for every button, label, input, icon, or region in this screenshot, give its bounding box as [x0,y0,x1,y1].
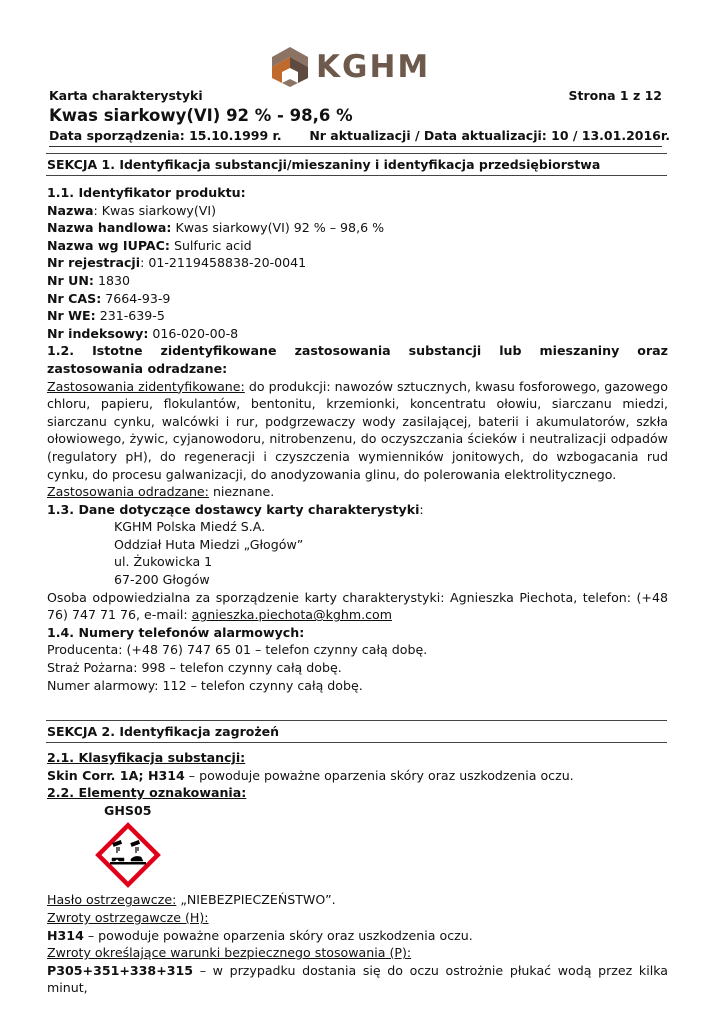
s12-title: 1.2. Istotne zidentyfikowane zastosowania substancji lub mieszaniny oraz zastosowania odradzane: [47,343,668,376]
phone-line: Numer alarmowy: 112 – telefon czynny całą dobę. [47,677,363,693]
identifier-value: Kwas siarkowy(VI) [101,202,217,218]
signal-word-line [47,891,668,909]
identifier-value: Sulfuric acid [173,237,252,253]
supplier-line: Oddział Huta Miedzi „Głogów” [114,536,304,552]
section1-content [47,184,668,694]
classification-text: – powoduje poważne oparzenia skóry oraz uszkodzenia oczu. [184,767,574,783]
supplier-line: ul. Żukowicka 1 [114,554,213,570]
ghs-code: GHS05 [104,802,152,818]
update-info: Nr aktualizacji / Data aktualizacji: 10 / 13.01.2016r. [309,128,670,143]
header-row [49,88,662,103]
phone-line: Straż Pożarna: 998 – telefon czynny całą dobę. [47,660,342,676]
identifier-row [47,290,668,308]
uses-text: do produkcji: nawozów sztucznych, kwasu fosforowego, gazowego chloru, papieru, flokulantów, bentonitu, krzemionki, koncentratu ołowiu, siarczanu miedzi, siarczanu cynku, walcówki i rur, podgrzewaczy wody zasilającej, baterii i akumulatorów, szkła ołowiowego, żywic, cyjanowodoru, nitrobenzenu, do oczyszczania ścieków i neutralizacji odpadów (regulatory pH), do regeneracji i czyszczenia wymienników jonitowych, do wzbogacania rud cynku, do procesu galwanizacji, do anodyzowania glinu, do polerowania elektrolitycznego. [47,378,668,482]
signal-text: „NIEBEZPIECZEŃSTWO”. [176,892,336,908]
uses-label: Zastosowania zidentyfikowane: [47,378,245,394]
contact-person [47,589,668,624]
identifier-row [47,254,668,272]
h-text: – powoduje poważne oparzenia skóry oraz uszkodzenia oczu. [83,927,473,943]
h-code: H314 [47,927,84,943]
s21-title: 2.1. Klasyfikacja substancji: [47,750,246,765]
p-code: P305+351+338+315 [47,962,194,978]
identifier-row [47,325,668,343]
document-type: Karta charakterystyki [49,88,203,103]
identifier-value: 016-020-00-8 [152,325,239,341]
identifier-value: 01-2119458838-20-0041 [148,255,307,271]
header-dates [49,128,670,147]
h-statements-label: Zwroty ostrzegawcze (H): [47,909,209,925]
identified-uses [47,378,668,484]
p-statements-label: Zwroty określające warunki bezpiecznego stosowania (P): [47,945,412,961]
identifier-label: Nr CAS: [47,290,102,306]
identifier-label: Nazwa wg IUPAC: [47,237,170,253]
kghm-logo [270,44,430,90]
identifier-separator: : [140,255,149,271]
identifier-label: Nr indeksowy: [47,325,149,341]
identifier-row [47,237,668,255]
identifier-row [47,272,668,290]
advised-label: Zastosowania odradzane: [47,484,209,500]
section1-heading: SEKCJA 1. Identyfikacja substancji/mieszaniny i identyfikacja przedsiębiorstwa [46,153,667,176]
identifier-row [47,219,668,237]
supplier-line: KGHM Polska Miedź S.A. [114,519,266,535]
s14-title: 1.4. Numery telefonów alarmowych: [47,624,305,640]
kghm-logo-mark-icon [270,45,310,89]
s13-title: 1.3. Dane dotyczące dostawcy karty charakterystyki [47,501,420,517]
s22-title: 2.2. Elementy oznakowania: [47,785,247,801]
signal-label: Hasło ostrzegawcze: [47,892,177,908]
section2-heading: SEKCJA 2. Identyfikacja zagrożeń [46,720,667,743]
s11-title: 1.1. Identyfikator produktu: [47,185,246,200]
identifier-row [47,202,668,220]
section2-content [47,749,668,997]
product-identifier-list [47,202,668,343]
identifier-label: Nr rejestracji [47,255,141,271]
corrosion-pictogram-icon [95,822,161,888]
identifier-value: 7664-93-9 [105,290,171,306]
p-text: – w przypadku dostania się do oczu ostrożnie płukać wodą przez kilka minut, [47,962,668,996]
supplier-line: 67-200 Głogów [114,572,210,588]
page-title: Kwas siarkowy(VI) 92 % - 98,6 % [49,106,353,125]
identifier-separator: : [93,202,102,218]
classification-code: Skin Corr. 1A; H314 [47,767,185,783]
phone-line: Producenta: (+48 76) 747 65 01 – telefon czynny całą dobę. [47,642,428,658]
s13-colon: : [419,501,424,517]
kghm-logo-text: KGHM [316,49,431,85]
identifier-value: 1830 [97,272,131,288]
creation-date: Data sporządzenia: 15.10.1999 r. [49,128,282,143]
contact-text: Osoba odpowiedzialna za sporządzenie karty charakterystyki: Agnieszka Piechota, telefon: (+48 76) 747 71 76, e-mail: [47,589,668,623]
classification [47,767,668,785]
p-statement [47,962,668,997]
h-statement [47,927,668,945]
identifier-value: 231-639-5 [99,308,165,324]
supplier-address [47,518,668,588]
email-link[interactable]: agnieszka.piechota@kghm.com [191,607,393,623]
identifier-label: Nr UN: [47,272,94,288]
identifier-label: Nazwa [47,202,94,218]
identifier-row [47,307,668,325]
page-number: Strona 1 z 12 [568,88,662,103]
advised-uses [47,483,668,501]
identifier-value: Kwas siarkowy(VI) 92 % – 98,6 % [175,220,385,236]
identifier-label: Nr WE: [47,308,96,324]
identifier-label: Nazwa handlowa: [47,220,172,236]
advised-text: nieznane. [208,484,275,500]
s13-title-line [47,501,668,519]
